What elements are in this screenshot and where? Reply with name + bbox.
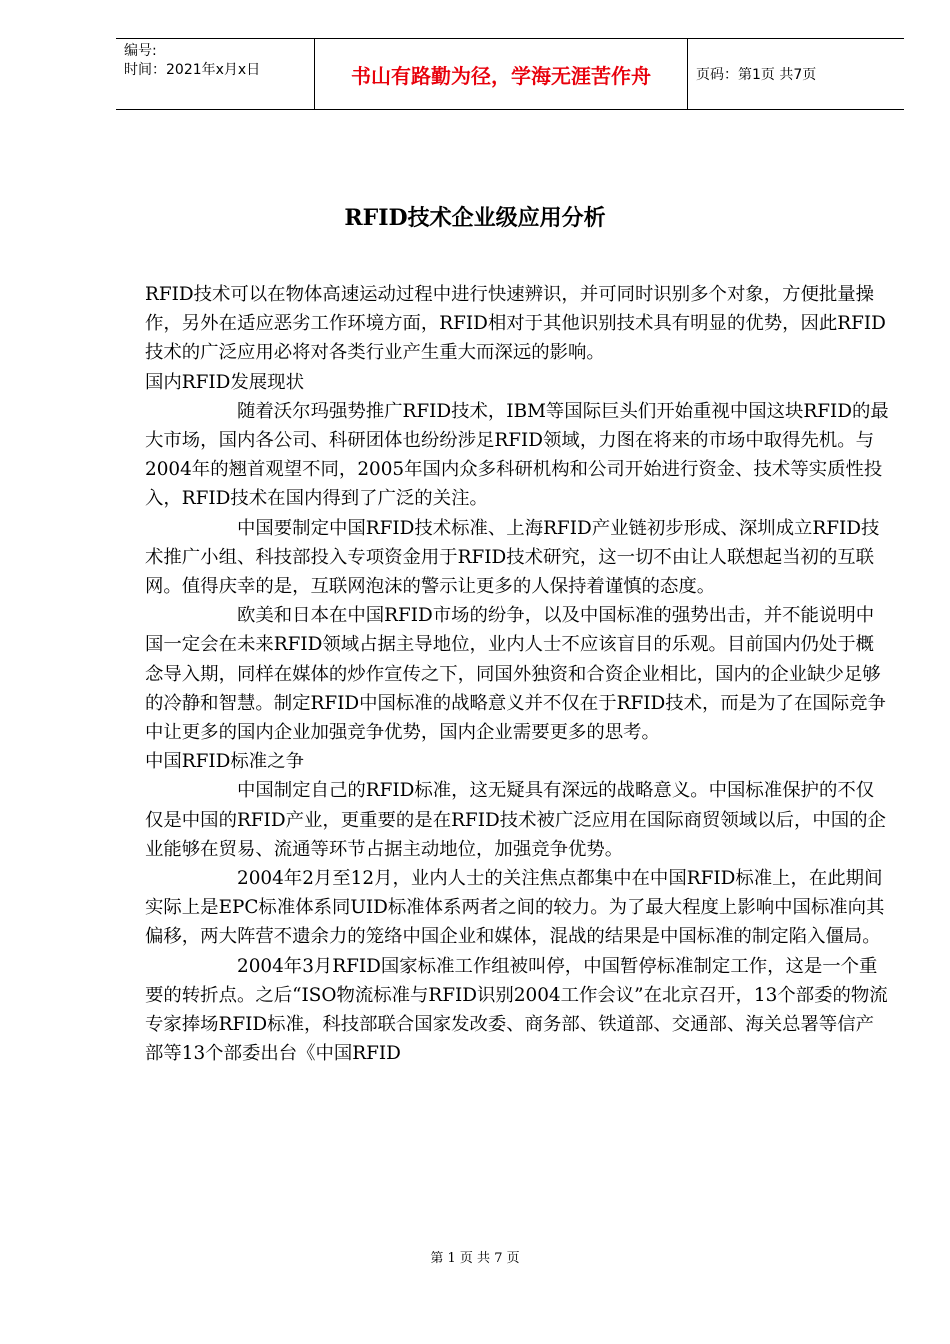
page-label-cell (688, 39, 904, 109)
motto-text: 书山有路勤为径，学海无涯苦作舟 (351, 63, 651, 88)
body-paragraph: 欧美和日本在中国RFID市场的纷争，以及中国标准的强势出击，并不能说明中国一定会在未来RFID领域占据主导地位，业内人士不应该盲目的乐观。目前国内仍处于概念导入期，同样在媒体的炒作宣传之下，同国外独资和合资企业相比，国内的企业缺少足够的冷静和智慧。制定RFID中国标准的战略意义并不仅在于RFID技术，而是为了在国际竞争中让更多的国内企业加强竞争优势，国内企业需要更多的思考。 (145, 605, 886, 744)
document-body (145, 280, 890, 1068)
body-paragraph: 2004年3月RFID国家标准工作组被叫停，中国暂停标准制定工作，这是一个重要的转折点。之后“ISO物流标准与RFID识别2004工作会议”在北京召开，13个部委的物流专家捧场RFID标准，科技部联合国家发改委、商务部、铁道部、交通部、海关总署等信产部等13个部委出台《中国RFID (145, 955, 888, 1065)
header-table (116, 38, 904, 110)
page-label: 页码：第1页 共7页 (696, 67, 817, 83)
body-paragraph: 中国制定自己的RFID标准，这无疑具有深远的战略意义。中国标准保护的不仅仅是中国的RFID产业，更重要的是在RFID技术被广泛应用在国际商贸领域以后，中国的企业能够在贸易、流通等环节占据主动地位，加强竞争优势。 (145, 780, 886, 860)
section-heading: 中国RFID标准之争 (145, 751, 304, 773)
header-meta-cell (116, 39, 315, 109)
body-paragraph: 中国要制定中国RFID技术标准、上海RFID产业链初步形成、深圳成立RFID技术推广小组、科技部投入专项资金用于RFID技术研究，这一切不由让人联想起当初的互联网。值得庆幸的是，互联网泡沫的警示让更多的人保持着谨慎的态度。 (145, 517, 880, 598)
body-paragraph: 2004年2月至12月，业内人士的关注焦点都集中在中国RFID标准上，在此期间实际上是EPC标准体系同UID标准体系两者之间的较力。为了最大程度上影响中国标准向其偏移，两大阵营不遗余力的笼络中国企业和媒体，混战的结果是中国标准的制定陷入僵局。 (145, 868, 885, 948)
page-footer: 第 1 页 共 7 页 (430, 1251, 520, 1266)
body-paragraph: 随着沃尔玛强势推广RFID技术，IBM等国际巨头们开始重视中国这块RFID的最大市场，国内各公司、科研团体也纷纷涉足RFID领域，力图在将来的市场中取得先机。与2004年的翘首观望不同，2005年国内众多科研机构和公司开始进行资金、技术等实质性投入，RFID技术在国内得到了广泛的关注。 (145, 400, 889, 510)
motto-cell (315, 39, 688, 109)
document-title: RFID技术企业级应用分析 (344, 205, 606, 231)
time-label: 时间：2021年x月x日 (124, 62, 261, 78)
section-heading: 国内RFID发展现状 (145, 371, 304, 393)
number-label: 编号: (124, 43, 157, 59)
intro-paragraph: RFID技术可以在物体高速运动过程中进行快速辨识，并可同时识别多个对象，方便批量操作，另外在适应恶劣工作环境方面，RFID相对于其他识别技术具有明显的优势，因此RFID技术的广泛应用必将对各类行业产生重大而深远的影响。 (145, 284, 886, 364)
